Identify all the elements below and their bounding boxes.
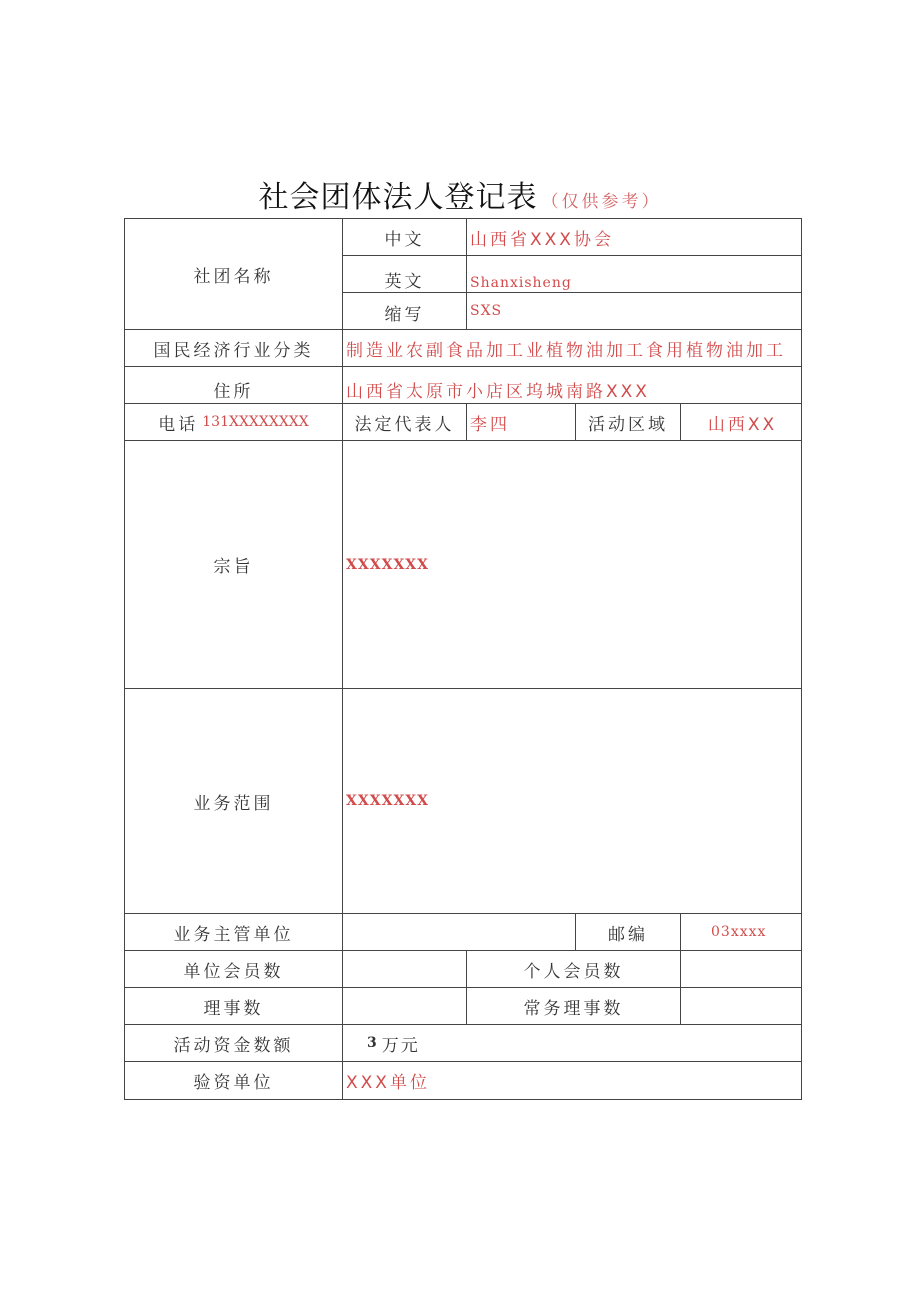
abbr-value[interactable]: SXS [467, 293, 802, 330]
phone-label: 电话 [158, 414, 199, 435]
standing-directors-label: 常务理事数 [467, 988, 681, 1025]
english-value[interactable]: Shanxisheng [467, 256, 802, 293]
industry-value[interactable]: 制造业农副食品加工业植物油加工食用植物油加工 [343, 330, 802, 367]
verifier-label: 验资单位 [125, 1062, 343, 1100]
abbr-label: 缩写 [343, 293, 467, 330]
unit-members-value[interactable] [343, 951, 467, 988]
funds-cell[interactable] [343, 1025, 802, 1062]
address-label: 住所 [125, 367, 343, 404]
verifier-value[interactable]: XXX单位 [343, 1062, 802, 1100]
scope-label: 业务范围 [125, 689, 343, 914]
funds-amount: 3 [367, 1035, 377, 1051]
industry-label: 国民经济行业分类 [125, 330, 343, 367]
postcode-label: 邮编 [576, 914, 681, 951]
purpose-label: 宗旨 [125, 441, 343, 689]
purpose-value[interactable]: XXXXXXX [343, 441, 802, 689]
funds-label: 活动资金数额 [125, 1025, 343, 1062]
funds-unit: 万元 [381, 1035, 420, 1056]
area-label: 活动区域 [576, 404, 681, 441]
name-label: 社团名称 [125, 219, 343, 330]
legal-rep-label: 法定代表人 [343, 404, 467, 441]
phone-value[interactable]: 131XXXXXXXX [202, 414, 309, 430]
address-value[interactable]: 山西省太原市小店区坞城南路XXX [343, 367, 802, 404]
title-main: 社会团体法人登记表 [258, 180, 538, 215]
chinese-label: 中文 [343, 219, 467, 256]
directors-value[interactable] [343, 988, 467, 1025]
supervisor-label: 业务主管单位 [125, 914, 343, 951]
title-note: （仅供参考） [541, 192, 662, 212]
phone-cell [125, 404, 343, 441]
individual-members-value[interactable] [681, 951, 802, 988]
unit-members-label: 单位会员数 [125, 951, 343, 988]
english-label: 英文 [343, 256, 467, 293]
postcode-value[interactable]: 03xxxx [681, 914, 802, 951]
directors-label: 理事数 [125, 988, 343, 1025]
scope-value[interactable]: XXXXXXX [343, 689, 802, 914]
document-title [0, 172, 920, 216]
supervisor-value[interactable] [343, 914, 576, 951]
chinese-value[interactable]: 山西省XXX协会 [467, 219, 802, 256]
legal-rep-value[interactable]: 李四 [467, 404, 576, 441]
standing-directors-value[interactable] [681, 988, 802, 1025]
individual-members-label: 个人会员数 [467, 951, 681, 988]
area-value[interactable]: 山西XX [681, 404, 802, 441]
